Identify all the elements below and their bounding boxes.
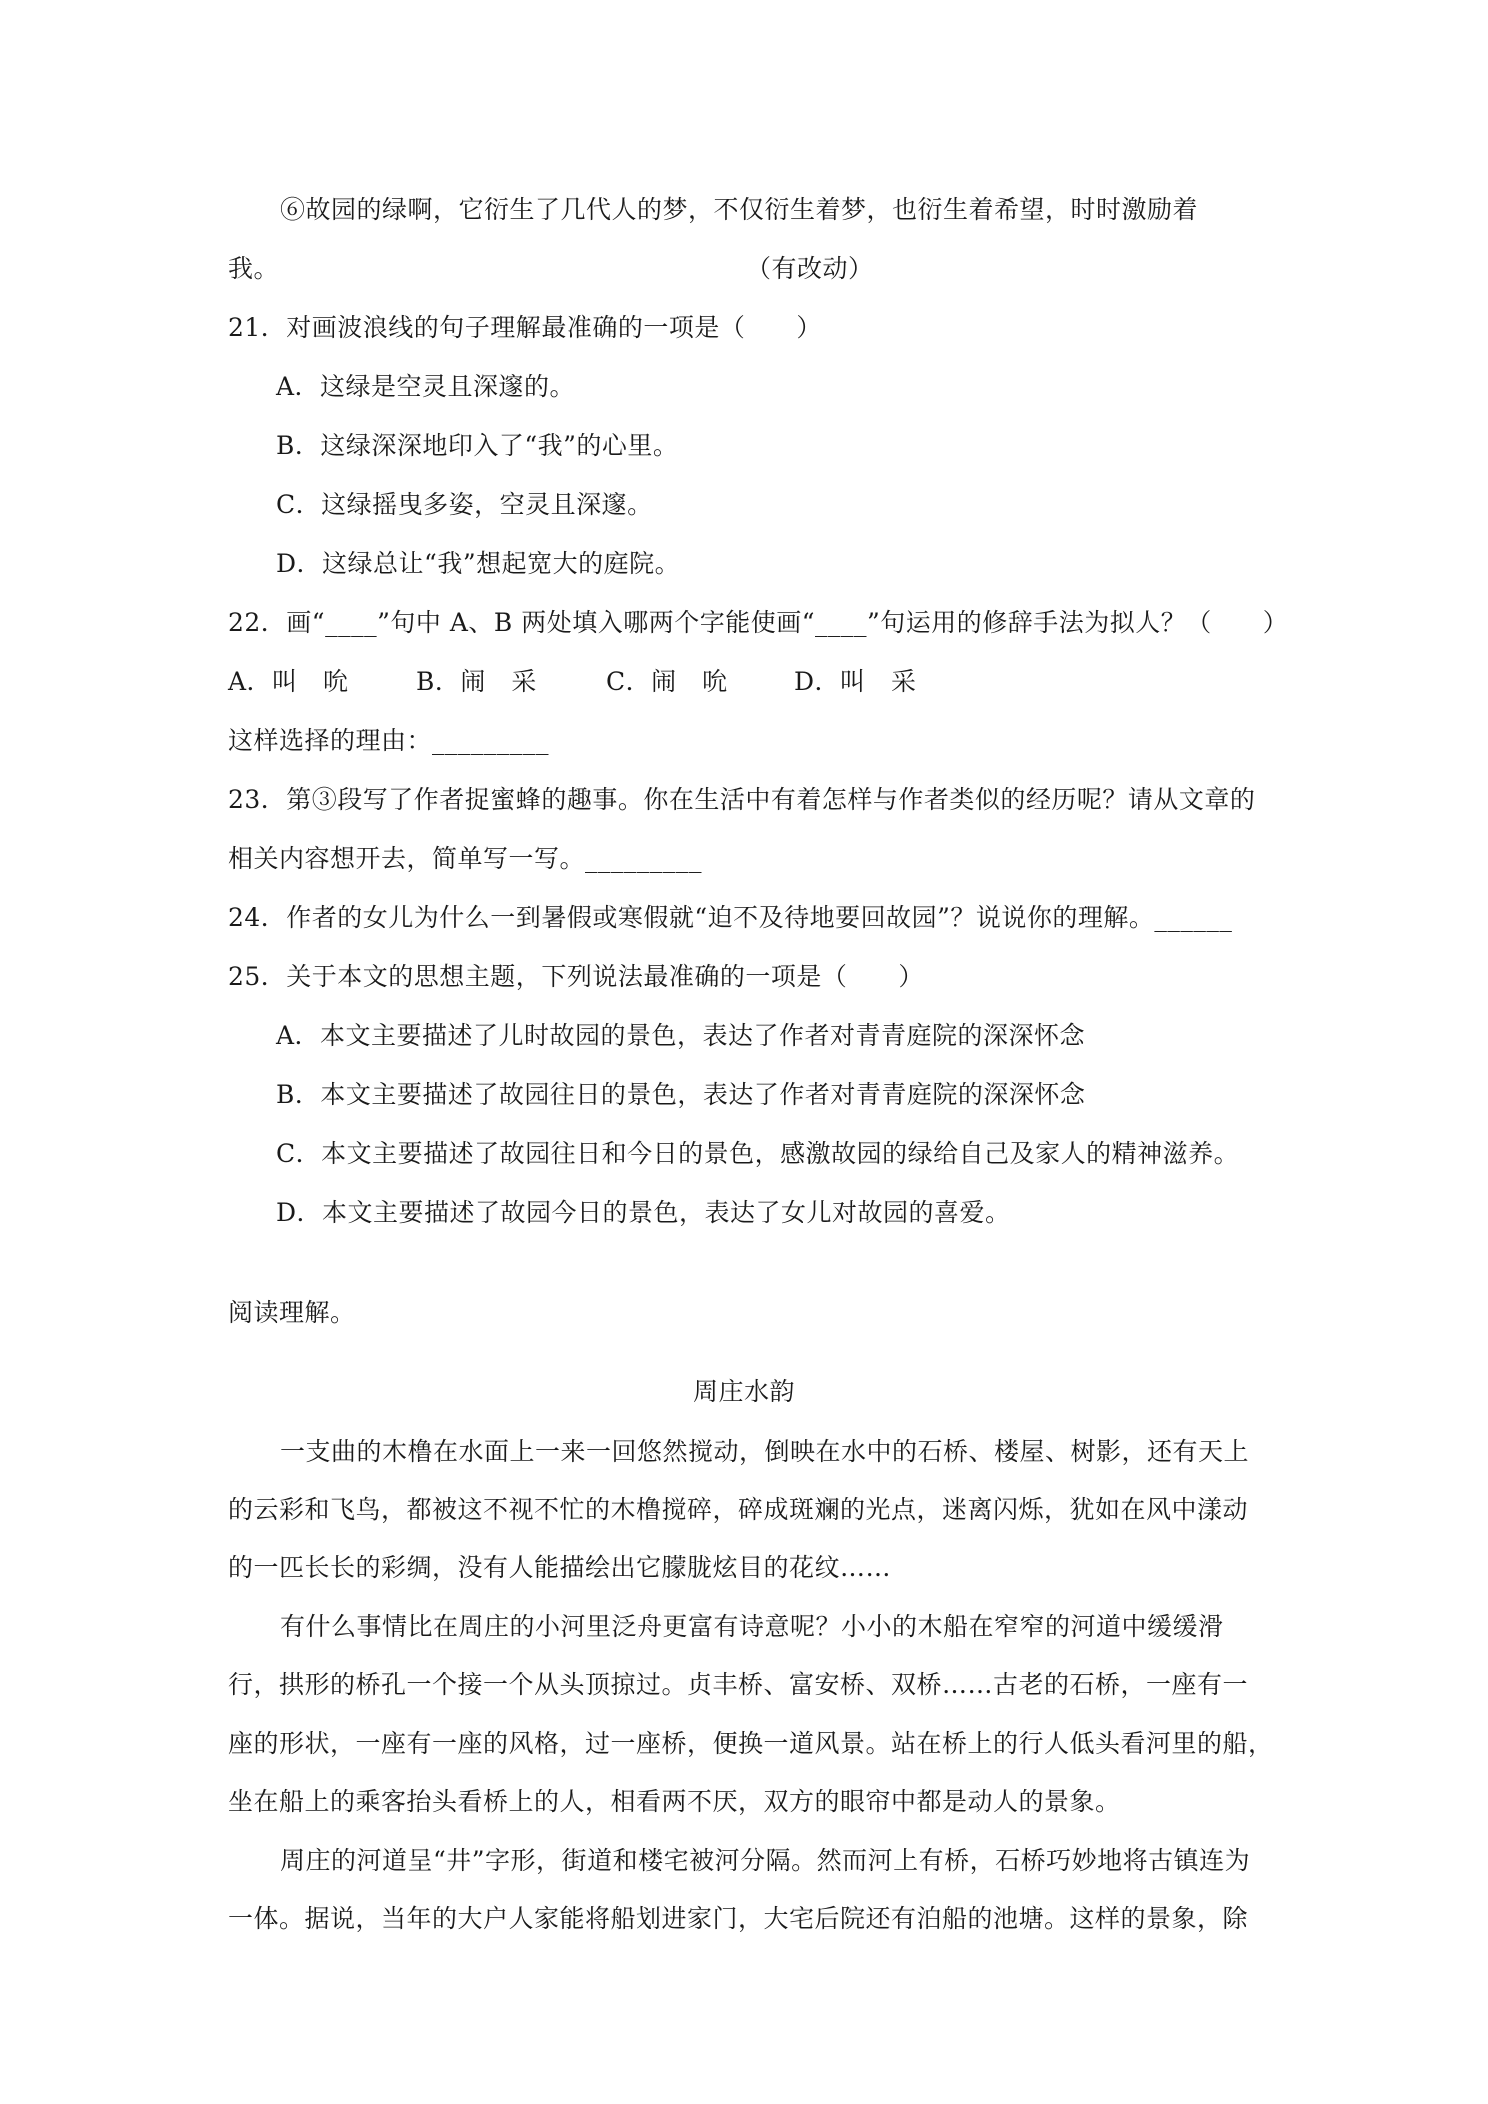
question-22-option-c[interactable]: C．闹 吮 — [606, 667, 728, 696]
passage-paragraph-6-line-1: ⑥故园的绿啊，它衍生了几代人的梦，不仅衍生着梦，也衍生着希望，时时激励着 — [280, 195, 1199, 224]
question-23-line-2[interactable]: 相关内容想开去，简单写一写。_________ — [228, 844, 703, 873]
article-p1-line-3: 的一匹长长的彩绸，没有人能描绘出它朦胧炫目的花纹…… — [228, 1553, 892, 1582]
article-p3-line-1: 周庄的河道呈“井”字形，街道和楼宅被河分隔。然而河上有桥，石桥巧妙地将古镇连为 — [280, 1846, 1251, 1875]
article-p2-line-1: 有什么事情比在周庄的小河里泛舟更富有诗意呢？小小的木船在窄窄的河道中缓缓滑 — [280, 1612, 1224, 1641]
question-22-option-d[interactable]: D．叫 采 — [794, 667, 917, 696]
article-title: 周庄水韵 — [692, 1377, 795, 1406]
question-21-option-b[interactable]: B．这绿深深地印入了“我”的心里。 — [276, 431, 679, 460]
question-25-option-b[interactable]: B．本文主要描述了故园往日的景色，表达了作者对青青庭院的深深怀念 — [276, 1080, 1086, 1109]
adaptation-note: （有改动） — [746, 254, 874, 283]
article-p2-line-3: 座的形状，一座有一座的风格，过一座桥，便换一道风景。站在桥上的行人低头看河里的船， — [228, 1729, 1274, 1758]
article-p1-line-2: 的云彩和飞鸟，都被这不视不忙的木橹搅碎，碎成斑斓的光点，迷离闪烁，犹如在风中漾动 — [228, 1495, 1249, 1524]
article-p2-line-2: 行，拱形的桥孔一个接一个从头顶掠过。贞丰桥、富安桥、双桥……古老的石桥，一座有一 — [228, 1670, 1249, 1699]
article-p2-line-4: 坐在船上的乘客抬头看桥上的人，相看两不厌，双方的眼帘中都是动人的景象。 — [228, 1787, 1121, 1816]
article-p3-line-2: 一体。据说，当年的大户人家能将船划进家门，大宅后院还有泊船的池塘。这样的景象，除 — [228, 1904, 1249, 1933]
question-21-stem: 21．对画波浪线的句子理解最准确的一项是（ ） — [228, 313, 822, 342]
question-24-stem[interactable]: 24．作者的女儿为什么一到暑假或寒假就“迫不及待地要回故园”？说说你的理解。______ — [228, 903, 1233, 932]
question-25-option-a[interactable]: A．本文主要描述了儿时故园的景色，表达了作者对青青庭院的深深怀念 — [276, 1021, 1086, 1050]
passage-paragraph-6-line-2 — [228, 251, 1278, 287]
passage-paragraph-6-end: 我。 — [228, 254, 280, 283]
question-21-option-a[interactable]: A．这绿是空灵且深邃的。 — [276, 372, 576, 401]
question-21-option-d[interactable]: D．这绿总让“我”想起宽大的庭院。 — [276, 549, 681, 578]
question-22-option-a[interactable]: A．叫 吮 — [228, 667, 349, 696]
question-21-option-c[interactable]: C．这绿摇曳多姿，空灵且深邃。 — [276, 490, 653, 519]
article-p1-line-1: 一支曲的木橹在水面上一来一回悠然搅动，倒映在水中的石桥、楼屋、树影，还有天上 — [280, 1437, 1250, 1466]
question-22-reason[interactable]: 这样选择的理由：_________ — [228, 726, 550, 755]
section-heading: 阅读理解。 — [228, 1298, 356, 1327]
question-22-stem: 22．画“____”句中 A、B 两处填入哪两个字能使画“____”句运用的修辞手法为拟人？（ ） — [228, 608, 1289, 637]
question-25-option-c[interactable]: C．本文主要描述了故园往日和今日的景色，感激故园的绿给自己及家人的精神滋养。 — [276, 1139, 1240, 1168]
question-23-line-1: 23．第③段写了作者捉蜜蜂的趣事。你在生活中有着怎样与作者类似的经历呢？请从文章的 — [228, 785, 1256, 814]
question-22-option-b[interactable]: B．闹 采 — [416, 667, 537, 696]
question-25-option-d[interactable]: D．本文主要描述了故园今日的景色，表达了女儿对故园的喜爱。 — [276, 1198, 1011, 1227]
question-25-stem: 25．关于本文的思想主题，下列说法最准确的一项是（ ） — [228, 962, 924, 991]
